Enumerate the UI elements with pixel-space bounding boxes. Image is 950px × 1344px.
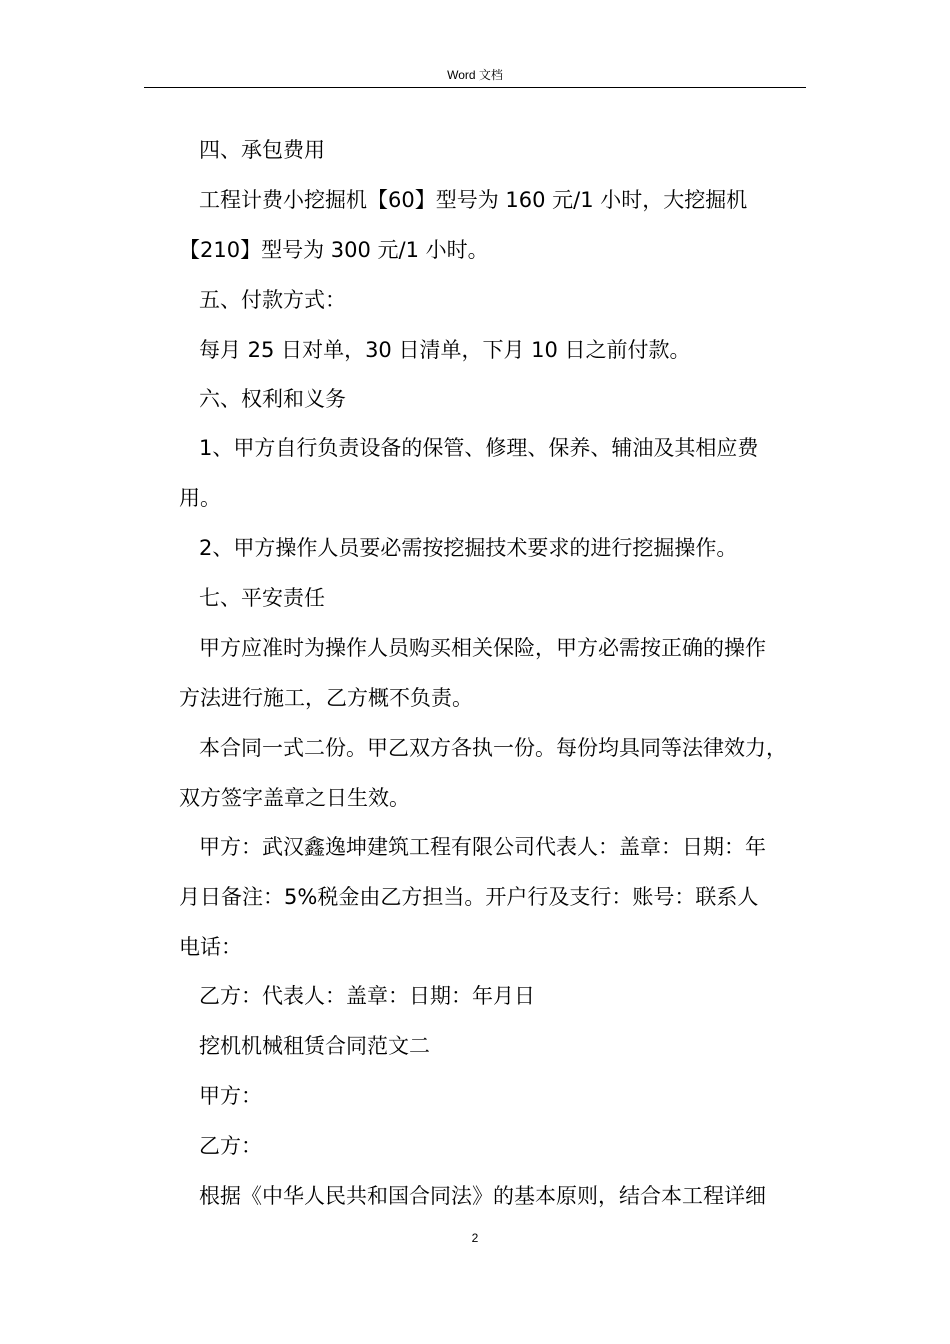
paragraph-line: 乙方： xyxy=(199,1134,262,1158)
paragraph-line: 根据《中华人民共和国合同法》的基本原则，结合本工程详细 xyxy=(199,1184,766,1208)
paragraph-line: 甲方： xyxy=(199,1084,262,1108)
paragraph-line: 甲方应准时为操作人员购买相关保险，甲方必需按正确的操作 xyxy=(199,636,766,660)
paragraph-line: 1、甲方自行负责设备的保管、修理、保养、辅油及其相应费 xyxy=(199,436,759,460)
paragraph-line: 2、甲方操作人员要必需按挖掘技术要求的进行挖掘操作。 xyxy=(199,536,738,560)
section-heading-fee: 四、承包费用 xyxy=(199,138,325,162)
paragraph-line: 每月 25 日对单，30 日清单，下月 10 日之前付款。 xyxy=(199,338,691,362)
paragraph-line: 电话： xyxy=(179,935,242,959)
section-heading-payment: 五、付款方式： xyxy=(199,288,346,312)
paragraph-line: 月日备注：5%税金由乙方担当。开户行及支行：账号：联系人 xyxy=(179,885,759,909)
paragraph-line: 方法进行施工，乙方概不负责。 xyxy=(179,686,473,710)
paragraph-line: 本合同一式二份。甲乙双方各执一份。每份均具同等法律效力， xyxy=(199,736,787,760)
section-heading-contract-two: 挖机机械租赁合同范文二 xyxy=(199,1034,430,1058)
header-divider xyxy=(144,87,806,88)
paragraph-line: 用。 xyxy=(179,486,221,510)
page-number: 2 xyxy=(471,1231,479,1245)
paragraph-line: 【210】型号为 300 元/1 小时。 xyxy=(179,238,489,262)
section-heading-rights: 六、权利和义务 xyxy=(199,387,346,411)
paragraph-line: 乙方：代表人：盖章：日期：年月日 xyxy=(199,984,535,1008)
page-header: Word 文档 xyxy=(447,68,503,82)
paragraph-line: 甲方：武汉鑫逸坤建筑工程有限公司代表人：盖章：日期：年 xyxy=(199,835,766,859)
section-heading-safety: 七、平安责任 xyxy=(199,586,325,610)
paragraph-line: 双方签字盖章之日生效。 xyxy=(179,786,410,810)
paragraph-line: 工程计费小挖掘机【60】型号为 160 元/1 小时，大挖掘机 xyxy=(199,188,748,212)
